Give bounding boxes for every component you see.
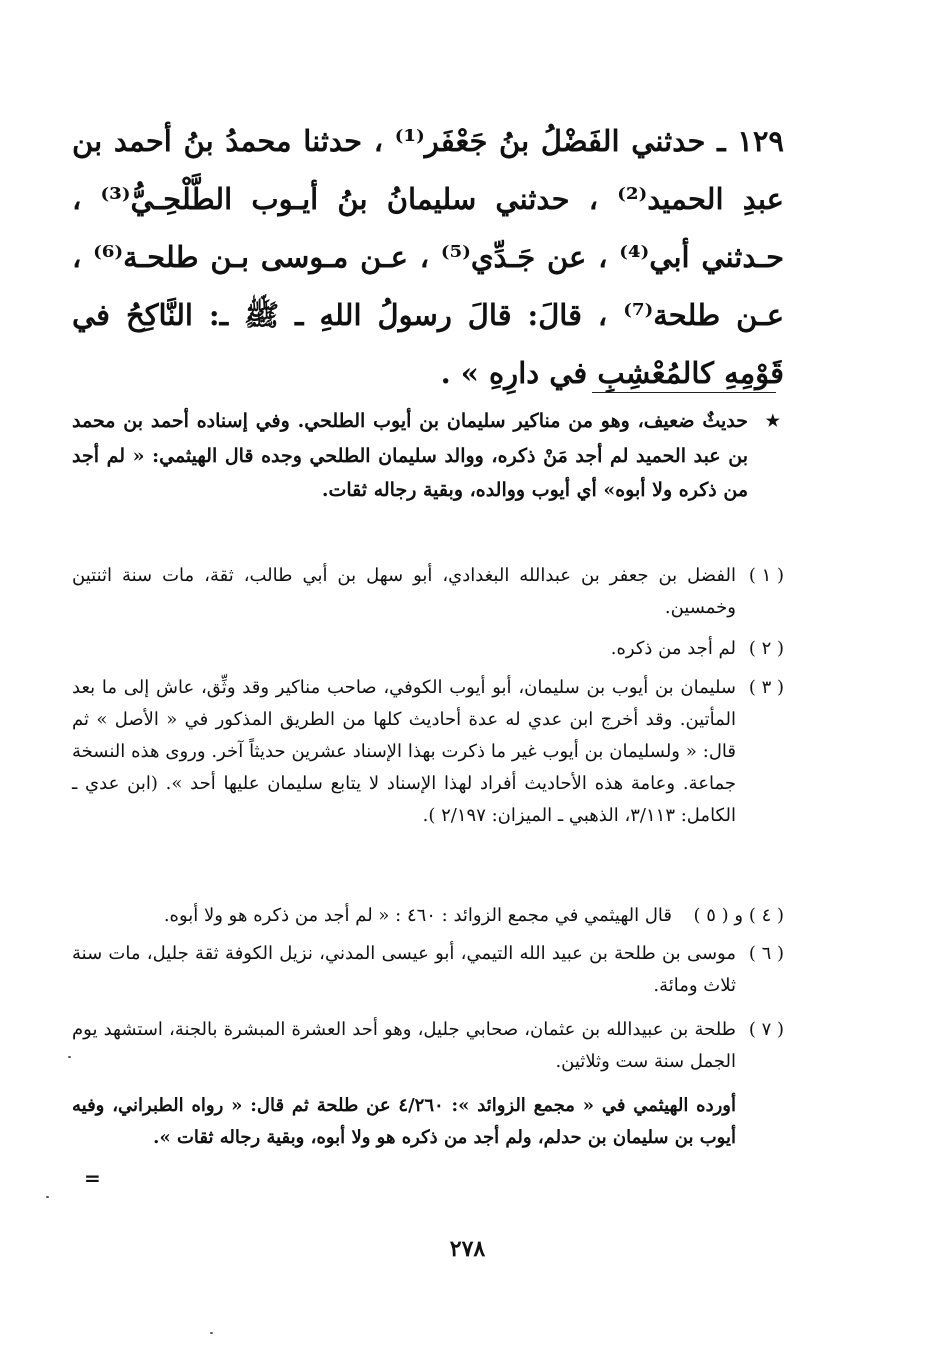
continuation-text: أورده الهيثمي في « مجمع الزوائد »: ٤/٢٦٠ عن طلحة ثم قال: « رواه الطبراني، وفيه أيوب بن سليمان بن حدلم، ولم أجد من ذكره هو ولا أبوه، وبقية رجاله ثقات ». — [72, 1095, 736, 1148]
footnote-text: سليمان بن أيوب بن سليمان، أبو أيوب الكوفي، صاحب مناكير وقد وثِّق، عاش إلى ما بعد المأتين. وقد أخرج ابن عدي له عدة أحاديث كلها من الطريق المذكور في « الأصل » ثم قال: « ولسليمان بن أيوب غير ما ذكرت بهذا الإسناد عشرين حديثاً آخر. وروى هذه النسخة جماعة. وعامة هذه الأحاديث أفراد لهذا الإسناد لا يتابع سليمان عليها أحد ». (ابن عدي ـ الكامل: ٣/١١٣، الذهبي ـ الميزان: ٢/١٩٧ ). — [72, 677, 736, 826]
scan-speck — [68, 1056, 71, 1058]
footnote-1 — [72, 560, 784, 624]
footnote-text: طلحة بن عبيدالله بن عثمان، صحابي جليل، وهو أحد العشرة المبشرة بالجنة، استشهد يوم الجمل سنة ست وثلاثين. — [72, 1019, 736, 1072]
footnote-number: ( ٦ ) — [748, 943, 784, 964]
footnote-7 — [72, 1014, 784, 1078]
footnote-2 — [72, 633, 784, 665]
footnote-continuation — [72, 1090, 784, 1154]
hadith-text: ١٢٩ ـ حدثني الفَضْلُ بنُ جَعْفَر⁽¹⁾ ، حدثنا محمدُ بنُ أحمد بن عبدِ الحميد⁽²⁾ ، حدثني سليمانُ بنُ أيـوب الطَّلْحِـيُّ⁽³⁾ ، حـدثني أبي⁽⁴⁾ ، عن جَـدِّي⁽⁵⁾ ، عـن مـوسى بـن طلحـة⁽⁶⁾ ، عـن طلحة⁽⁷⁾ ، قالَ: قالَ رسولُ اللهِ ـ ﷺ ـ: النَّاكِحُ في قَوْمِهِ كالمُعْشِبِ في دارِهِ » . — [72, 124, 785, 390]
footnote-3 — [72, 672, 784, 832]
grading-note — [72, 404, 780, 508]
scan-speck — [46, 1196, 49, 1198]
scan-speck — [210, 1332, 213, 1334]
footnote-number: ( ١ ) — [748, 565, 784, 586]
footnote-number: ( ٢ ) — [748, 638, 784, 659]
footnote-separator — [592, 392, 776, 393]
footnote-text: قال الهيثمي في مجمع الزوائد : ٤٦٠ : « لم أجد من ذكره هو ولا أبوه. — [163, 905, 672, 926]
star-icon: ★ — [765, 411, 780, 430]
page-number: ٢٧٨ — [449, 1236, 486, 1262]
footnote-number: ( ٧ ) — [748, 1019, 784, 1040]
grading-note-text: حديثٌ ضعيف، وهو من مناكير سليمان بن أيوب الطلحي. وفي إسناده أحمد بن محمد بن عبد الحميد لم أجد مَنْ ذكره، ووالد سليمان الطلحي وجده قال الهيثمي: « لم أجد من ذكره ولا أبوه» أي أيوب ووالده، وبقية رجاله ثقات. — [72, 410, 748, 501]
continuation-mark: = — [84, 1166, 101, 1190]
footnote-6 — [72, 938, 784, 1002]
footnote-text: موسى بن طلحة بن عبيد الله التيمي، أبو عيسى المدني، نزيل الكوفة ثقة جليل، مات سنة ثلاث ومائة. — [72, 943, 736, 996]
footnote-number: ( ٤ ) و ( ٥ ) — [693, 905, 784, 926]
footnote-number: ( ٣ ) — [748, 677, 784, 698]
footnote-4-5 — [72, 900, 784, 932]
footnote-text: لم أجد من ذكره. — [610, 638, 736, 659]
footnote-text: الفضل بن جعفر بن عبدالله البغدادي، أبو سهل بن أبي طالب، ثقة، مات سنة اثنتين وخمسين. — [72, 565, 736, 618]
